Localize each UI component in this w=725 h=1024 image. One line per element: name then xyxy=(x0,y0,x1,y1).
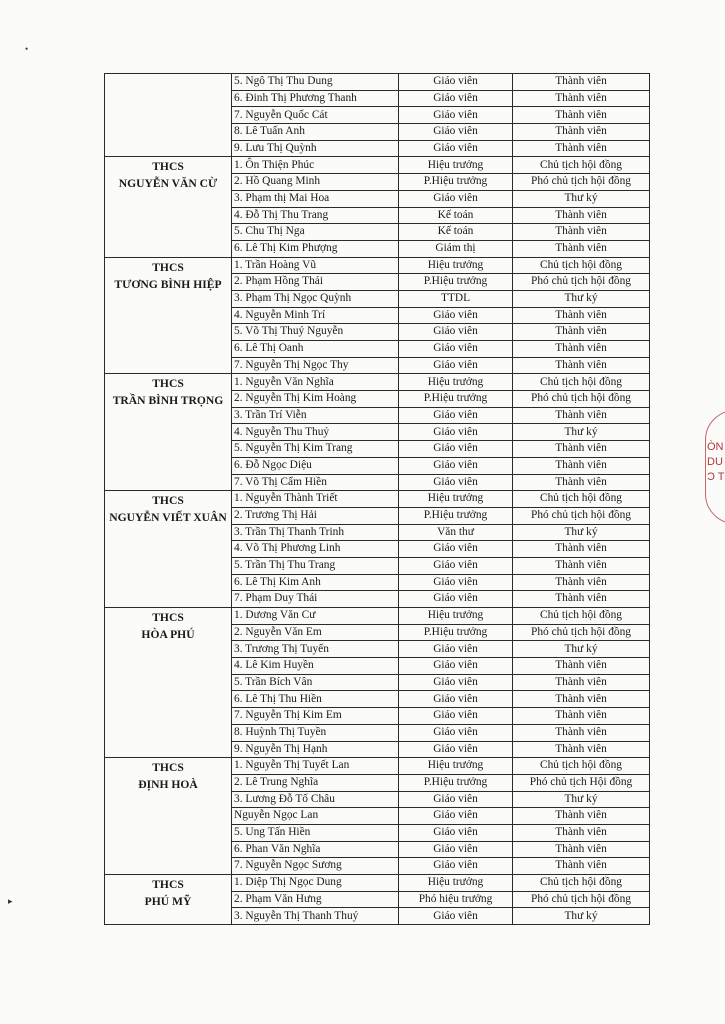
council-position-cell: Thư ký xyxy=(513,524,650,541)
member-role-cell: Giáo viên xyxy=(399,107,513,124)
member-role-cell: Giáo viên xyxy=(399,708,513,725)
school-name: THCS xyxy=(152,611,184,624)
council-position-cell: Chủ tịch hội đồng xyxy=(513,875,650,892)
scan-dot: • xyxy=(25,44,29,54)
member-role-cell: Giáo viên xyxy=(399,591,513,608)
member-role-cell: P.Hiệu trưởng xyxy=(399,174,513,191)
member-name-cell: 5. Ngô Thị Thu Dung xyxy=(232,74,399,91)
school-cell xyxy=(105,608,232,758)
member-name-cell: 1. Diệp Thị Ngọc Dung xyxy=(232,875,399,892)
council-position-cell: Thành viên xyxy=(513,90,650,107)
member-name-cell: 1. Nguyễn Thị Tuyết Lan xyxy=(232,758,399,775)
council-position-cell: Thành viên xyxy=(513,574,650,591)
member-role-cell: Giáo viên xyxy=(399,674,513,691)
member-role-cell: Giáo viên xyxy=(399,474,513,491)
member-name-cell: 8. Huỳnh Thị Tuyền xyxy=(232,724,399,741)
school-cell xyxy=(105,758,232,875)
member-name-cell: 6. Đinh Thị Phương Thanh xyxy=(232,90,399,107)
council-position-cell: Thư ký xyxy=(513,290,650,307)
council-position-cell: Thành viên xyxy=(513,824,650,841)
council-position-cell: Thành viên xyxy=(513,474,650,491)
member-role-cell: Hiệu trưởng xyxy=(399,758,513,775)
table-row xyxy=(105,157,650,174)
member-name-cell: 2. Nguyễn Thị Kim Hoàng xyxy=(232,391,399,408)
member-name-cell: 5. Trần Thị Thu Trang xyxy=(232,557,399,574)
member-name-cell: 3. Trương Thị Tuyến xyxy=(232,641,399,658)
council-position-cell: Chủ tịch hội đồng xyxy=(513,374,650,391)
school-cell xyxy=(105,491,232,608)
member-role-cell: Giáo viên xyxy=(399,424,513,441)
council-position-cell: Thành viên xyxy=(513,541,650,558)
council-position-cell: Thành viên xyxy=(513,357,650,374)
school-name: THCS xyxy=(152,494,184,508)
member-role-cell: TTDL xyxy=(399,290,513,307)
council-position-cell: Thành viên xyxy=(513,224,650,241)
member-role-cell: Giáo viên xyxy=(399,574,513,591)
member-name-cell: 7. Nguyễn Quốc Cát xyxy=(232,107,399,124)
member-role-cell: Giáo viên xyxy=(399,341,513,358)
member-name-cell: 7. Phạm Duy Thái xyxy=(232,591,399,608)
member-role-cell: Kế toán xyxy=(399,224,513,241)
council-position-cell: Thành viên xyxy=(513,557,650,574)
member-name-cell: 9. Lưu Thị Quỳnh xyxy=(232,140,399,157)
member-role-cell: Giáo viên xyxy=(399,658,513,675)
school-name: THCS xyxy=(152,878,184,891)
council-position-cell: Thành viên xyxy=(513,124,650,141)
table-row xyxy=(105,608,650,625)
school-cell xyxy=(105,374,232,491)
member-name-cell: 7. Võ Thị Cẩm Hiền xyxy=(232,474,399,491)
school-cell xyxy=(105,74,232,157)
school-name: PHÚ MỸ xyxy=(144,895,192,908)
member-name-cell: 9. Nguyễn Thị Hạnh xyxy=(232,741,399,758)
table-row xyxy=(105,74,650,91)
school-name: TƯƠNG BÌNH HIỆP xyxy=(114,277,222,291)
school-name: HÒA PHÚ xyxy=(141,628,195,641)
member-role-cell: Giáo viên xyxy=(399,357,513,374)
member-role-cell: Giáo viên xyxy=(399,908,513,925)
school-name: THCS xyxy=(152,761,184,775)
council-position-cell: Phó chủ tịch hội đồng xyxy=(513,891,650,908)
member-name-cell: 2. Phạm Văn Hưng xyxy=(232,891,399,908)
member-role-cell: Giám thị xyxy=(399,240,513,257)
member-name-cell: 4. Võ Thị Phương Linh xyxy=(232,541,399,558)
council-position-cell: Thư ký xyxy=(513,424,650,441)
council-position-cell: Thành viên xyxy=(513,407,650,424)
member-role-cell: Hiệu trưởng xyxy=(399,491,513,508)
table-body xyxy=(105,74,650,925)
member-name-cell: 5. Trần Bích Vân xyxy=(232,674,399,691)
member-name-cell: 6. Phan Văn Nghĩa xyxy=(232,841,399,858)
member-name-cell: 7. Nguyễn Thị Kim Em xyxy=(232,708,399,725)
member-role-cell: Giáo viên xyxy=(399,324,513,341)
council-position-cell: Thành viên xyxy=(513,674,650,691)
scan-dot: ▸ xyxy=(8,896,13,906)
council-position-cell: Chủ tịch hội đồng xyxy=(513,491,650,508)
member-name-cell: 7. Nguyễn Thị Ngọc Thy xyxy=(232,357,399,374)
member-name-cell: 5. Chu Thị Nga xyxy=(232,224,399,241)
member-name-cell: 1. Nguyễn Thành Triết xyxy=(232,491,399,508)
member-name-cell: 4. Đỗ Thị Thu Trang xyxy=(232,207,399,224)
school-name: THCS xyxy=(152,260,184,274)
member-role-cell: P.Hiệu trưởng xyxy=(399,624,513,641)
council-position-cell: Phó chủ tịch hội đồng xyxy=(513,391,650,408)
council-position-cell: Thành viên xyxy=(513,341,650,358)
member-role-cell: Giáo viên xyxy=(399,724,513,741)
council-position-cell: Phó chủ tịch hội đồng xyxy=(513,174,650,191)
council-position-cell: Thành viên xyxy=(513,107,650,124)
member-name-cell: 6. Lê Thị Kim Anh xyxy=(232,574,399,591)
council-position-cell: Thư ký xyxy=(513,641,650,658)
member-role-cell: Giáo viên xyxy=(399,441,513,458)
school-cell xyxy=(105,875,232,925)
member-name-cell: 2. Lê Trung Nghĩa xyxy=(232,774,399,791)
member-role-cell: Giáo viên xyxy=(399,407,513,424)
member-role-cell: Hiệu trưởng xyxy=(399,608,513,625)
council-position-cell: Thư ký xyxy=(513,908,650,925)
council-members-table xyxy=(104,73,650,925)
council-position-cell: Thành viên xyxy=(513,207,650,224)
member-name-cell: 3. Trần Trí Viễn xyxy=(232,407,399,424)
table-row xyxy=(105,374,650,391)
school-name: ĐỊNH HOÀ xyxy=(138,778,198,792)
member-role-cell: Giáo viên xyxy=(399,641,513,658)
table-row xyxy=(105,758,650,775)
council-position-cell: Thành viên xyxy=(513,691,650,708)
council-position-cell: Thành viên xyxy=(513,858,650,875)
member-name-cell: 5. Nguyễn Thị Kim Trang xyxy=(232,441,399,458)
member-name-cell: 6. Lê Thị Oanh xyxy=(232,341,399,358)
member-role-cell: Giáo viên xyxy=(399,841,513,858)
council-position-cell: Phó chủ tịch hội đồng xyxy=(513,507,650,524)
member-role-cell: Hiệu trưởng xyxy=(399,157,513,174)
member-name-cell: 4. Nguyễn Minh Trí xyxy=(232,307,399,324)
member-role-cell: P.Hiệu trưởng xyxy=(399,274,513,291)
member-role-cell: Giáo viên xyxy=(399,190,513,207)
member-name-cell: 3. Phạm Thị Ngọc Quỳnh xyxy=(232,290,399,307)
council-position-cell: Thành viên xyxy=(513,708,650,725)
member-role-cell: Giáo viên xyxy=(399,541,513,558)
member-name-cell: 3. Phạm thị Mai Hoa xyxy=(232,190,399,207)
member-name-cell: 1. Dương Văn Cư xyxy=(232,608,399,625)
member-name-cell: 1. Ôn Thiện Phúc xyxy=(232,157,399,174)
member-role-cell: Hiệu trưởng xyxy=(399,875,513,892)
school-name: NGUYỄN VIẾT XUÂN xyxy=(109,511,227,525)
council-position-cell: Thành viên xyxy=(513,240,650,257)
council-position-cell: Thành viên xyxy=(513,307,650,324)
member-role-cell: Văn thư xyxy=(399,524,513,541)
council-position-cell: Thành viên xyxy=(513,324,650,341)
table-row xyxy=(105,491,650,508)
council-position-cell: Phó chủ tịch Hội đồng xyxy=(513,774,650,791)
member-name-cell: 6. Lê Thị Kim Phượng xyxy=(232,240,399,257)
member-role-cell: Hiệu trưởng xyxy=(399,374,513,391)
member-name-cell: 4. Nguyễn Thu Thuỷ xyxy=(232,424,399,441)
member-role-cell: Giáo viên xyxy=(399,90,513,107)
council-position-cell: Chủ tịch hội đồng xyxy=(513,157,650,174)
member-name-cell: 2. Phạm Hồng Thái xyxy=(232,274,399,291)
member-role-cell: P.Hiệu trưởng xyxy=(399,391,513,408)
member-role-cell: Giáo viên xyxy=(399,557,513,574)
red-stamp-fragment xyxy=(703,408,725,526)
school-cell xyxy=(105,257,232,374)
council-position-cell: Chủ tịch hội đồng xyxy=(513,758,650,775)
council-position-cell: Thành viên xyxy=(513,140,650,157)
member-role-cell: Giáo viên xyxy=(399,741,513,758)
member-role-cell: Giáo viên xyxy=(399,824,513,841)
member-role-cell: P.Hiệu trưởng xyxy=(399,774,513,791)
member-name-cell: 3. Nguyễn Thị Thanh Thuý xyxy=(232,908,399,925)
school-name: TRẦN BÌNH TRỌNG xyxy=(112,394,224,408)
table-row xyxy=(105,875,650,892)
council-position-cell: Thành viên xyxy=(513,441,650,458)
member-name-cell: 3. Trần Thị Thanh Trinh xyxy=(232,524,399,541)
council-position-cell: Thư ký xyxy=(513,791,650,808)
council-position-cell: Phó chủ tịch hội đồng xyxy=(513,274,650,291)
member-name-cell: 8. Lê Tuấn Anh xyxy=(232,124,399,141)
stamp-text xyxy=(707,440,725,485)
member-name-cell: 3. Lương Đỗ Tố Châu xyxy=(232,791,399,808)
council-position-cell: Thành viên xyxy=(513,74,650,91)
member-name-cell: 2. Trương Thị Hải xyxy=(232,507,399,524)
member-name-cell: 6. Lê Thị Thu Hiền xyxy=(232,691,399,708)
member-role-cell: P.Hiệu trưởng xyxy=(399,507,513,524)
council-position-cell: Thành viên xyxy=(513,724,650,741)
school-name: THCS xyxy=(152,377,184,391)
council-position-cell: Phó chủ tịch hội đồng xyxy=(513,624,650,641)
school-name: THCS xyxy=(152,160,184,174)
council-position-cell: Thành viên xyxy=(513,841,650,858)
member-role-cell: Giáo viên xyxy=(399,457,513,474)
member-role-cell: Giáo viên xyxy=(399,140,513,157)
school-name: NGUYỄN VĂN CỪ xyxy=(118,177,218,191)
member-role-cell: Kế toán xyxy=(399,207,513,224)
stamp-line: DU xyxy=(707,456,723,468)
member-role-cell: Giáo viên xyxy=(399,791,513,808)
member-role-cell: Giáo viên xyxy=(399,307,513,324)
council-position-cell: Chủ tịch hội đồng xyxy=(513,608,650,625)
council-position-cell: Thành viên xyxy=(513,658,650,675)
council-position-cell: Thành viên xyxy=(513,591,650,608)
member-name-cell: Nguyễn Ngọc Lan xyxy=(232,808,399,825)
member-name-cell: 4. Lê Kim Huyền xyxy=(232,658,399,675)
member-role-cell: Giáo viên xyxy=(399,691,513,708)
council-position-cell: Thành viên xyxy=(513,457,650,474)
member-role-cell: Phó hiệu trưởng xyxy=(399,891,513,908)
member-name-cell: 7. Nguyễn Ngọc Sương xyxy=(232,858,399,875)
stamp-line: Ɔ T xyxy=(707,471,725,483)
member-name-cell: 5. Võ Thị Thuý Nguyễn xyxy=(232,324,399,341)
school-cell xyxy=(105,157,232,257)
member-name-cell: 1. Trần Hoàng Vũ xyxy=(232,257,399,274)
member-name-cell: 6. Đỗ Ngọc Diệu xyxy=(232,457,399,474)
council-position-cell: Thành viên xyxy=(513,808,650,825)
member-name-cell: 2. Nguyễn Văn Em xyxy=(232,624,399,641)
member-role-cell: Hiệu trưởng xyxy=(399,257,513,274)
member-role-cell: Giáo viên xyxy=(399,124,513,141)
council-position-cell: Thư ký xyxy=(513,190,650,207)
member-role-cell: Giáo viên xyxy=(399,74,513,91)
stamp-line: ÒN xyxy=(707,441,724,453)
council-position-cell: Thành viên xyxy=(513,741,650,758)
member-name-cell: 5. Ung Tấn Hiền xyxy=(232,824,399,841)
member-role-cell: Giáo viên xyxy=(399,858,513,875)
table-row xyxy=(105,257,650,274)
member-role-cell: Giáo viên xyxy=(399,808,513,825)
council-position-cell: Chủ tịch hội đồng xyxy=(513,257,650,274)
member-name-cell: 1. Nguyễn Văn Nghĩa xyxy=(232,374,399,391)
member-name-cell: 2. Hồ Quang Minh xyxy=(232,174,399,191)
